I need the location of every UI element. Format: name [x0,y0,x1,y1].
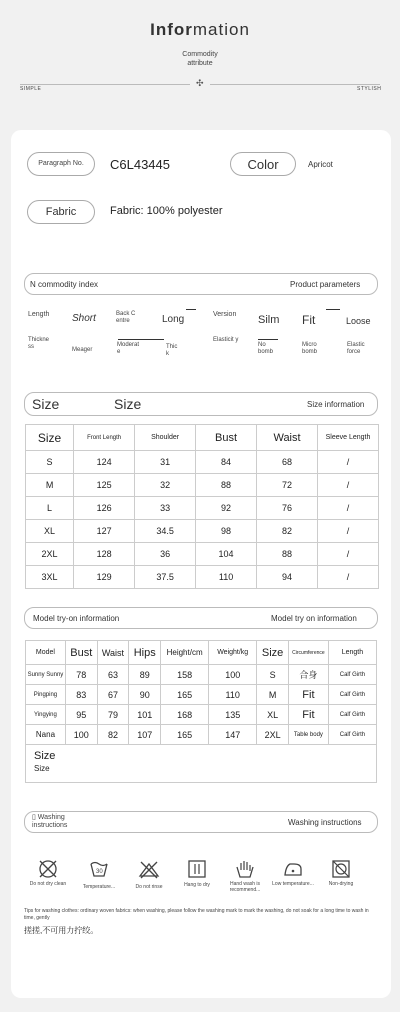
table-row: Sunny Sunny 78 63 89 158 100 S 合身 Calf Girth [26,665,377,685]
elastic-option: Micro bomb [302,342,318,355]
color-value: Apricot [308,160,333,169]
washing-bar-right: Washing instructions [288,818,362,827]
version-option: Loose [346,316,371,326]
model-header: Model [26,641,66,665]
elastic-marker [258,339,278,340]
commodity-index-label: N commodity index [30,280,99,289]
table-row: 3XL 129 37.5 110 94 / [26,566,379,589]
thickness-option: Meager [72,347,93,353]
model-header: Size [257,641,289,665]
model-header: Length [328,641,376,665]
model-header: Hips [129,641,161,665]
cross-icon: ✣ [196,78,204,88]
fabric-value: Fabric: 100% polyester [110,205,223,217]
thickness-option: Moderat e [117,342,140,355]
washing-bar-label: ▯ Washing instructions [32,814,68,829]
wash-icon-label: Hand wash is recommend... [229,881,261,893]
hang-dry-icon [186,858,208,880]
note-size: Size [34,750,56,762]
wash-icon-label: Do not dry clean [29,881,67,887]
table-row: M 125 32 88 72 / [26,474,379,497]
table-row: L 126 33 92 76 / [26,497,379,520]
table-row: XL 127 34.5 98 82 / [26,520,379,543]
size-table [25,424,379,589]
size-header: Waist [257,425,318,451]
wash-icon-label: Temperature... [82,884,116,890]
length-option: Short [72,313,96,324]
model-bar-right: Model try on information [271,614,357,623]
non-drying-icon [330,858,352,880]
size-header: Sleeve Length [318,425,379,451]
table-row: S 124 31 84 68 / [26,451,379,474]
fabric-label-pill: Fabric [27,200,95,224]
no-dry-clean-icon [37,858,59,880]
thickness-marker [118,339,164,340]
thickness-label: Thickne ss [28,337,50,350]
wash-temperature-icon [88,858,110,880]
note-row [26,745,377,783]
wash-icon-label: Low temperature... [272,881,314,887]
length-option: Long [162,314,185,325]
version-option: Fit [302,313,316,327]
table-row: Nana 100 82 107 165 147 2XL Table body Calf Girth [26,725,377,745]
note-size: Size [34,764,50,773]
hand-wash-icon [234,858,256,880]
model-header: Bust [65,641,97,665]
divider-left [20,84,190,85]
model-header: Circumference [288,641,328,665]
elastic-label: Elasticit y [213,337,239,343]
washing-tips: Tips for washing clothes: ordinary woven fabrics: when washing, please follow the washing mark to mark the washing, do not soak for a long time to wash in time, gently [24,908,369,921]
low-temperature-iron-icon [282,858,304,880]
length-option: Back C entre [116,311,136,324]
model-header: Weight/kg [209,641,257,665]
version-marker [326,309,340,310]
simple-tag: SIMPLE [20,86,42,92]
table-row: Yingying 95 79 101 168 135 XL Fit Calf Girth [26,705,377,725]
product-parameters-label: Product parameters [290,280,361,289]
elastic-option: No bomb [258,342,274,355]
size-information-label: Size information [307,400,365,409]
model-table [25,640,377,783]
model-header: Height/cm [161,641,209,665]
model-bar-label: Model try-on information [33,614,120,623]
washing-tips-cn: 搓搓,不可用力拧绞。 [24,926,99,935]
svg-text:30: 30 [96,869,103,875]
wash-icon-label: Hang to dry [184,882,210,888]
size-header: Shoulder [135,425,196,451]
product-code: C6L43445 [110,157,170,172]
box-icon: ▯ [32,814,38,821]
stylish-tag: STYLISH [357,86,382,92]
size-bar-label: Size [32,396,60,412]
wash-icon-label: Do not rinse [135,884,163,890]
divider-right [210,84,380,85]
table-row: 2XL 128 36 104 88 / [26,543,379,566]
code-label-pill: Paragraph No. [27,152,95,176]
thickness-option: Thic k [166,344,178,357]
color-label-pill: Color [230,152,296,176]
model-header: Waist [97,641,129,665]
size-header: Bust [196,425,257,451]
page-title: Information [150,20,250,39]
size-header: Size [26,425,74,451]
wash-icon-label: Non-drying [328,881,354,887]
size-header: Front Length [74,425,135,451]
version-label: Version [213,311,237,318]
table-row: Pingping 83 67 90 165 110 M Fit Calf Girth [26,685,377,705]
elastic-option: Elastic force [347,342,365,355]
page-subtitle: Commodity attribute [182,51,218,67]
length-label: Length [28,311,50,318]
no-rinse-icon [138,858,160,880]
version-option: Silm [258,314,280,326]
length-marker [186,309,196,310]
size-bar-label: Size [114,396,142,412]
